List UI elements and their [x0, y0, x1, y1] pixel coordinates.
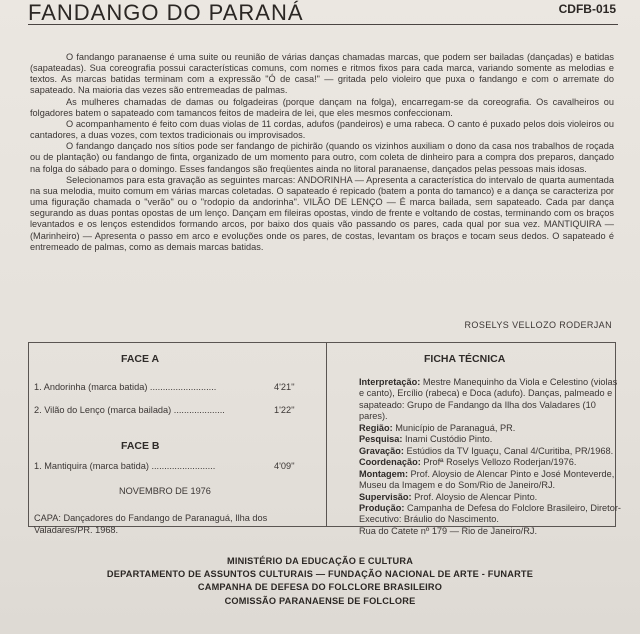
- info-box: [28, 342, 621, 536]
- footer-line: CAMPANHA DE DEFESA DO FOLCLORE BRASILEIRO: [197, 582, 443, 593]
- credit-pesquisa: Pesquisa: Inami Custódio Pinto.: [359, 434, 493, 445]
- face-b-heading: FACE B: [121, 440, 160, 452]
- track-duration: 4'09'': [274, 461, 295, 471]
- track-row: [34, 461, 314, 471]
- notes-paragraph: O fandango dançado nos sítios pode ser fandango de pichirão (quando os vizinhos auxiliam o dono da casa nos trabalhos de roçada ou de plantação) ou fandango de finta, organizado de um momento para outro, com coleta de dinheiro para a compra dos preparos, dançado na folga do sábado para o domingo. Esses fandangos são freqüentes ainda no litoral paranaense, dançados pelas pessoas mais idosas.: [30, 141, 614, 174]
- cover-credit: CAPA: Dançadores do Fandango de Paranaguá, Ilha dos Valadares/PR. 1968.: [34, 513, 268, 535]
- credit-regiao: Região: Município de Paranaguá, PR.: [359, 422, 516, 433]
- credit-interpretacao: Interpretação: Mestre Manequinho da Viola e Celestino (violas e canto), Ercílio (rabeca) e Doca (adufo). Danças, palmeado e sapateado: Grupo de Fandango da Ilha dos Valadares (10 pares).: [359, 377, 618, 422]
- institution-footer: [0, 555, 640, 608]
- footer-line: MINISTÉRIO DA EDUCAÇÃO E CULTURA: [226, 556, 414, 566]
- notes-paragraph: O fandango paranaense é uma suite ou reunião de várias danças chamadas marcas, que podem ser bailadas (dançadas) e batidas (sapateadas). Sua coreografia possui características comuns, com nomes e ritmos fixos para cada marca, variando somente as melodias e textos. As marcas batidas terminam com a expressão "Ó de casa!" — gritada pelo violeiro que puxa o fandango e com o arremate do sapateado. Na maioria das vezes são entremeadas de palmas.: [30, 52, 614, 96]
- notes-paragraph: O acompanhamento é feito com duas violas de 11 cordas, adufos (pandeiros) e uma rabeca. O canto é puxado pelos dois violeiros ou cantadores, a duas vozes, com textos tradicionais ou improvisados.: [30, 118, 614, 141]
- release-date: NOVEMBRO DE 1976: [119, 486, 211, 496]
- track-duration: 1'22'': [274, 405, 295, 415]
- notes-paragraph: Selecionamos para esta gravação as seguintes marcas: ANDORINHA — Apresenta a característica do intervalo de quarta aumentada na sua melodia, muito comum em várias marcas coletadas. O sapateado é repicado (batem a ponta do tamanco) e a dança se caracteriza por uma figuração chamada o "verão" ou o "rodopio da andorinha". VILÃO DE LENÇO — É marca bailada, sem sapateado. Cada par dança segurando as duas pontas opostas de um lenço. Dançam em fileiras opostas, vindo de frente e voltando de costas, terminando com os braços levantados e os lenços estendidos formando arcos, por baixo dos quais vão passando os pares, cada qual por sua vez. MANTIQUIRA — (Marinheiro) — Apresenta o passo em arco e evoluções onde os pares, de costas, levantam os braços e tocam seus dedos. O sapateado é entremeado de palmas, como as demais marcas batidas.: [30, 174, 614, 252]
- credit-montagem: Montagem: Prof. Aloysio de Alencar Pinto e José Monteverde, Museu da Imagem e do Som/Rio de Janeiro/RJ.: [359, 468, 615, 491]
- notes-paragraph: As mulheres chamadas de damas ou folgadeiras (porque dançam na folga), encarregam-se da coreografia. Os cavalheiros ou folgadores batem o sapateado com tamancos feitos de madeira de lei, que eles mesmos confeccionam.: [30, 96, 614, 118]
- track-row: [34, 382, 314, 392]
- track-row: [34, 405, 314, 415]
- ficha-heading: FICHA TÉCNICA: [424, 353, 506, 365]
- box-divider: [326, 343, 327, 526]
- catalog-number: CDFB-015: [558, 2, 616, 16]
- album-title: FANDANGO DO PARANÁ: [28, 0, 304, 25]
- credit-gravacao: Gravação: Estúdios da TV Iguaçu, Canal 4/Curitiba, PR/1968.: [359, 445, 614, 456]
- face-a-heading: FACE A: [121, 353, 160, 365]
- technical-credits: [359, 377, 621, 537]
- footer-line: DEPARTAMENTO DE ASSUNTOS CULTURAIS — FUNDAÇÃO NACIONAL DE ARTE - FUNARTE: [106, 569, 534, 580]
- credit-coordenacao: Coordenação: Profª Roselys Vellozo Roderjan/1976.: [359, 457, 577, 468]
- notes-author: ROSELYS VELLOZO RODERJAN: [464, 320, 612, 330]
- header-rule: [28, 24, 618, 25]
- track-title: 1. Mantiquira (marca batida) .........................: [34, 461, 216, 471]
- track-title: 1. Andorinha (marca batida) ..........................: [34, 382, 217, 392]
- credit-endereco: Rua do Catete nº 179 — Rio de Janeiro/RJ.: [359, 525, 538, 536]
- liner-notes: [30, 52, 614, 253]
- credit-supervisao: Supervisão: Prof. Aloysio de Alencar Pinto.: [359, 491, 538, 502]
- footer-line: COMISSÃO PARANAENSE DE FOLCLORE: [224, 595, 416, 606]
- track-duration: 4'21'': [274, 382, 295, 392]
- credit-producao: Produção: Campanha de Defesa do Folclore Brasileiro, Diretor-Executivo: Bráulio do Nascimento.: [359, 502, 621, 525]
- track-title: 2. Vilão do Lenço (marca bailada) ....................: [34, 405, 225, 415]
